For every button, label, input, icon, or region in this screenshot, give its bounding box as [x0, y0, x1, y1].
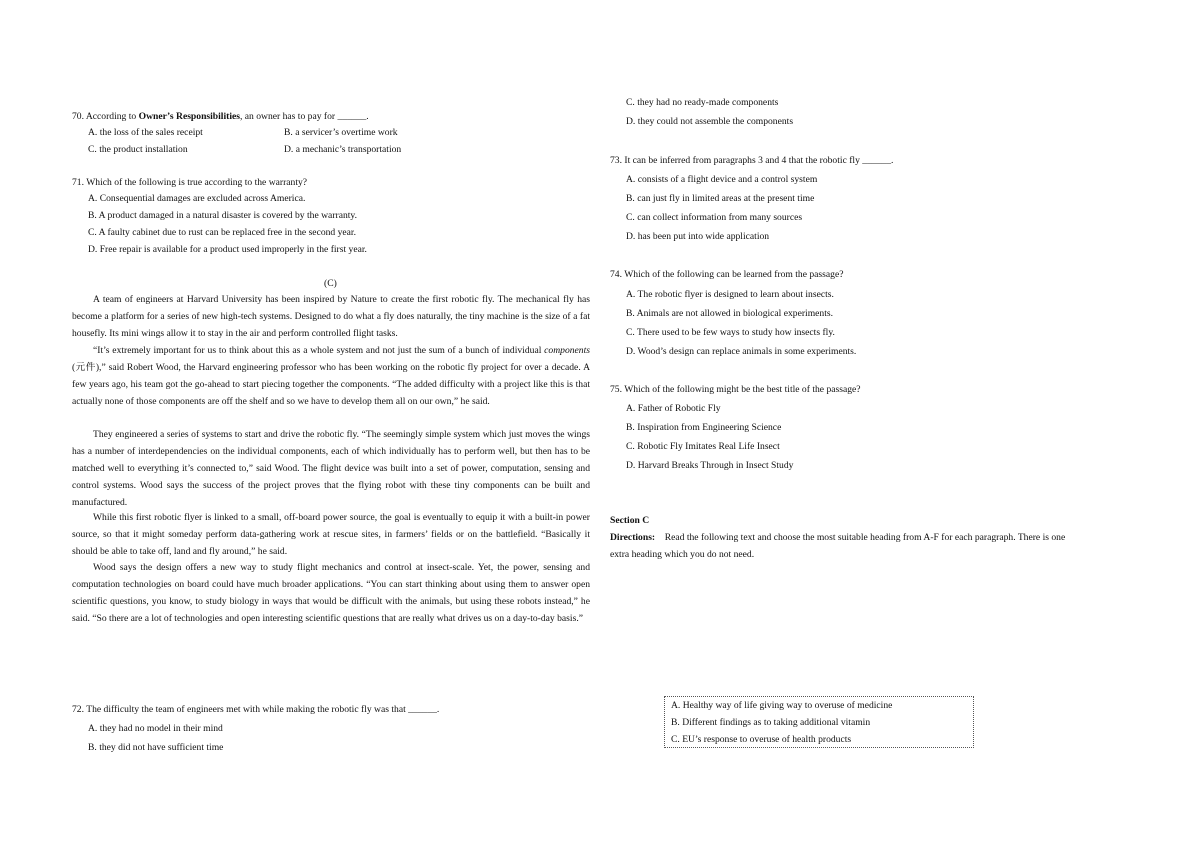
p2-pre: “It’s extremely important for us to think about this as a whole system and not just the sum of a bunch of individual	[93, 345, 545, 356]
passage-paragraph-2	[72, 342, 590, 410]
q70-stem-bold: Owner’s Responsibilities	[138, 111, 240, 122]
passage-label: (C)	[324, 278, 337, 289]
passage-paragraph-1: A team of engineers at Harvard University has been inspired by Nature to create the first robotic fly. The mechanical fly has become a platform for a series of new high-tech systems. Designed to do what a fly does naturally, the tiny machine is the size of a fat housefly. Its mini wings allow it to stay in the air and perform controlled flight tasks.	[72, 294, 590, 339]
q74-option-a[interactable]: A. The robotic flyer is designed to learn about insects.	[626, 289, 834, 300]
q70-stem	[72, 108, 369, 125]
q73-option-a[interactable]: A. consists of a flight device and a control system	[626, 174, 818, 185]
q74-option-d[interactable]: D. Wood’s design can replace animals in some experiments.	[626, 346, 857, 357]
q70-option-d[interactable]: D. a mechanic’s transportation	[284, 144, 402, 155]
directions-label: Directions:	[610, 532, 656, 543]
q74-option-b[interactable]: B. Animals are not allowed in biological experiments.	[626, 308, 834, 319]
q73-option-d[interactable]: D. has been put into wide application	[626, 231, 770, 242]
q71-option-c[interactable]: C. A faulty cabinet due to rust can be replaced free in the second year.	[88, 227, 356, 238]
p2-post: (元件),” said Robert Wood, the Harvard engineering professor who has been working on the robotic fly project for over a decade. A few years ago, his team got the go-ahead to start piecing together the components. “The added difficulty with a project like this is that actually none of those components are off the shelf and so we have to develop them all on our own,” he said.	[72, 362, 590, 407]
q70-option-c[interactable]: C. the product installation	[88, 144, 188, 155]
q71-option-a[interactable]: A. Consequential damages are excluded across America.	[88, 193, 306, 204]
directions-line-2: extra heading which you do not need.	[610, 549, 755, 560]
passage-paragraph-4: While this first robotic flyer is linked to a small, off-board power source, the goal is eventually to equip it with a built-in power source, so that it might someday perform data-gathering work at rescue sites, in farmers’ fields or on the battlefield. “Basically it should be able to take off, land and fly around,” he said.	[72, 512, 590, 557]
q73-option-c[interactable]: C. can collect information from many sources	[626, 212, 803, 223]
section-c-directions	[610, 529, 1065, 546]
q71-option-b[interactable]: B. A product damaged in a natural disaster is covered by the warranty.	[88, 210, 357, 221]
q72-option-b[interactable]: B. they did not have sufficient time	[88, 742, 224, 753]
q75-option-a[interactable]: A. Father of Robotic Fly	[626, 403, 721, 414]
q72-option-c[interactable]: C. they had no ready-made components	[626, 97, 779, 108]
heading-b: B. Different findings as to taking additional vitamin	[671, 717, 871, 728]
q72-stem: 72. The difficulty the team of engineers met with while making the robotic fly was that ______.	[72, 704, 440, 715]
directions-line-1: Read the following text and choose the most suitable heading from A-F for each paragraph. There is one	[664, 532, 1066, 543]
q71-option-d[interactable]: D. Free repair is available for a product used improperly in the first year.	[88, 244, 367, 255]
q73-option-b[interactable]: B. can just fly in limited areas at the present time	[626, 193, 815, 204]
q75-option-c[interactable]: C. Robotic Fly Imitates Real Life Insect	[626, 441, 780, 452]
q75-option-d[interactable]: D. Harvard Breaks Through in Insect Study	[626, 460, 794, 471]
passage-paragraph-5: Wood says the design offers a new way to study flight mechanics and control at insect-scale. Yet, the power, sensing and computation technologies on board could have much broader applications. “You can start thinking about using them to answer open scientific questions, you know, to study biology in ways that would be difficult with the animals, but using these robots instead,” he said. “So there are a lot of technologies and open interesting scientific questions that are really what drives us on a day-to-day basis.”	[72, 562, 590, 624]
q72-option-a[interactable]: A. they had no model in their mind	[88, 723, 223, 734]
q71-stem: 71. Which of the following is true according to the warranty?	[72, 177, 308, 188]
q73-stem: 73. It can be inferred from paragraphs 3 and 4 that the robotic fly ______.	[610, 155, 894, 166]
q70-option-a[interactable]: A. the loss of the sales receipt	[88, 127, 203, 138]
q74-option-c[interactable]: C. There used to be few ways to study how insects fly.	[626, 327, 835, 338]
section-c-title: Section C	[610, 515, 650, 526]
headings-box	[664, 696, 974, 748]
heading-a: A. Healthy way of life giving way to overuse of medicine	[671, 700, 893, 711]
q72-option-d[interactable]: D. they could not assemble the components	[626, 116, 794, 127]
q74-stem: 74. Which of the following can be learned from the passage?	[610, 269, 844, 280]
q75-stem: 75. Which of the following might be the best title of the passage?	[610, 384, 861, 395]
passage-paragraph-3: They engineered a series of systems to start and drive the robotic fly. “The seemingly simple system which just moves the wings has a number of interdependencies on the individual components, each of which individually has to perform well, but then has to be matched well to everything it’s connected to,” said Wood. The flight device was built into a set of power, computation, sensing and control systems. Wood says the success of the project proves that the flying robot with these tiny components can be built and manufactured.	[72, 429, 590, 508]
q75-option-b[interactable]: B. Inspiration from Engineering Science	[626, 422, 782, 433]
p2-components-term: components	[544, 345, 590, 356]
heading-c: C. EU’s response to overuse of health products	[671, 734, 852, 745]
q70-stem-pre: 70. According to	[72, 111, 139, 122]
q70-option-b[interactable]: B. a servicer’s overtime work	[284, 127, 398, 138]
q70-stem-post: , an owner has to pay for ______.	[239, 111, 369, 122]
